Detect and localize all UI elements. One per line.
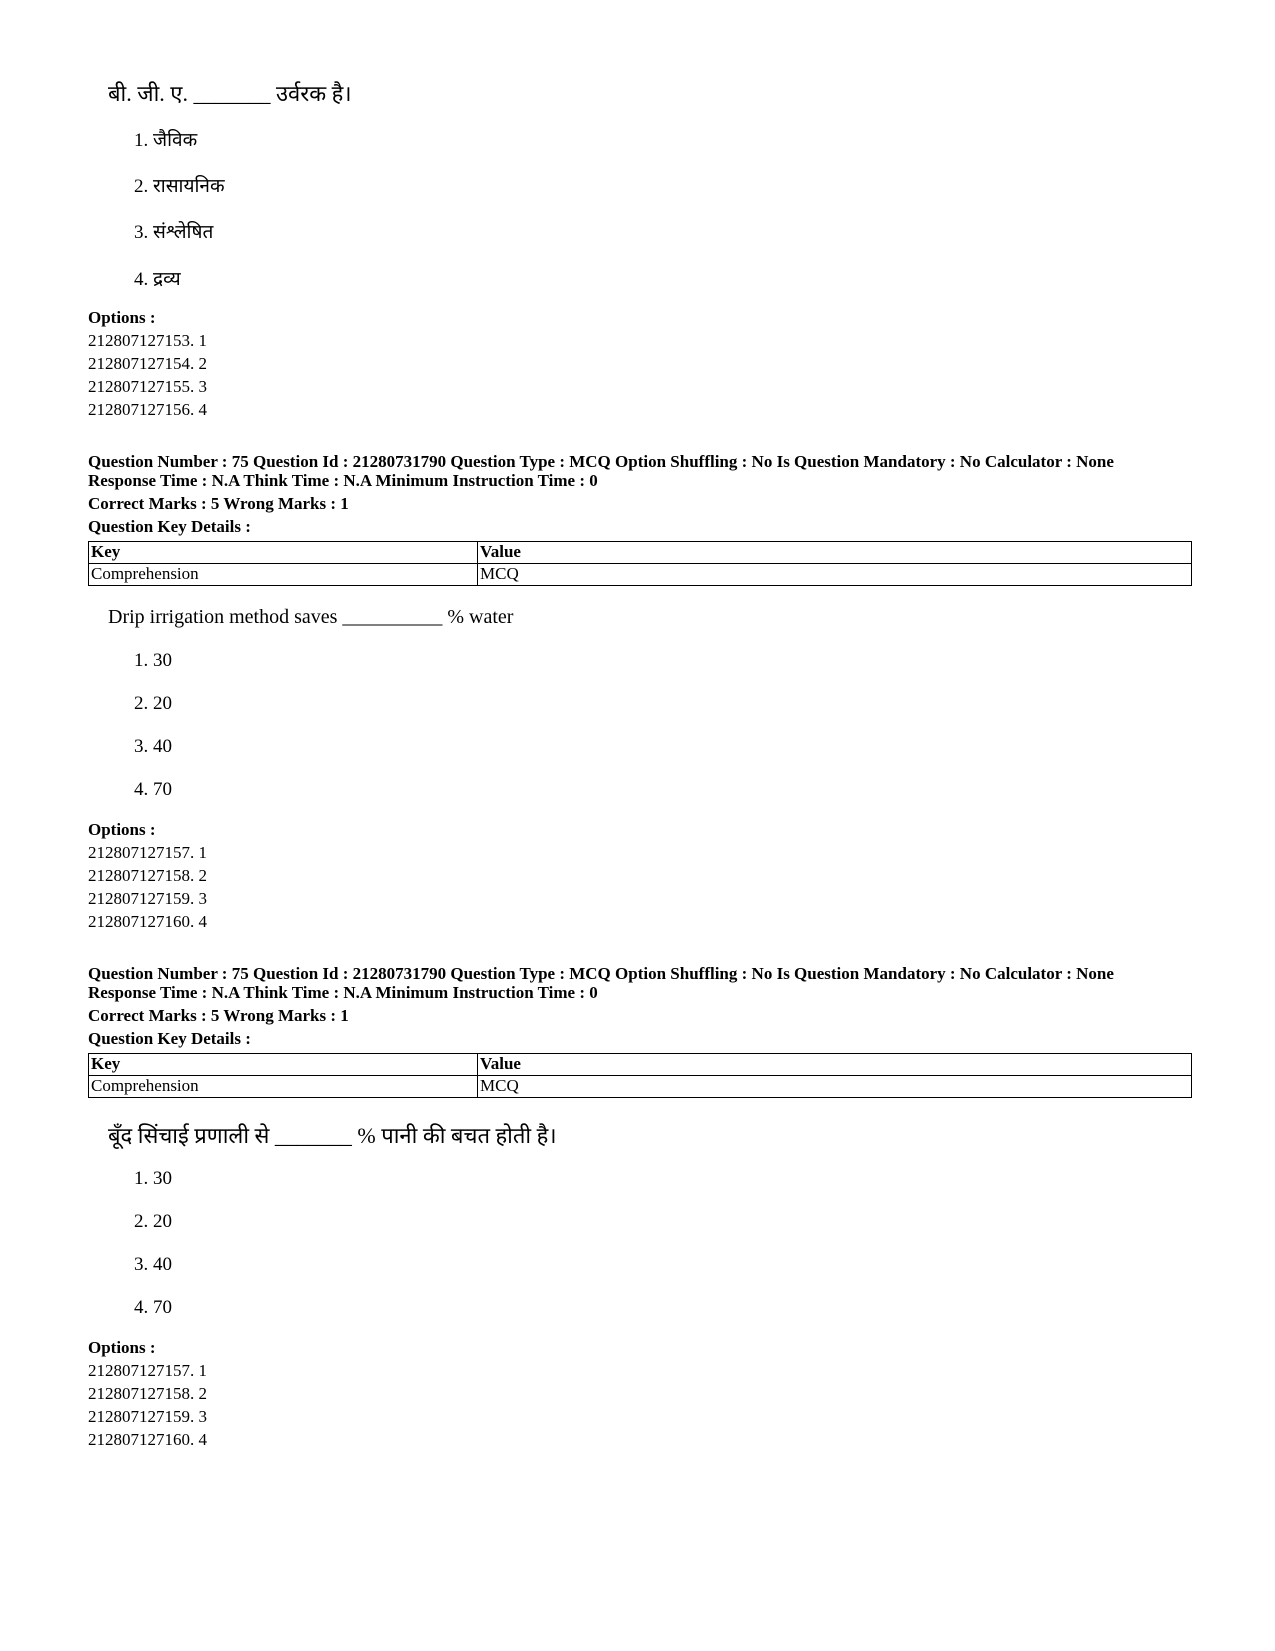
table-header-value: Value [478,1054,1192,1076]
question-timing-line: Response Time : N.A Think Time : N.A Minimum Instruction Time : 0 [88,983,598,1002]
question-choice-3: 3. संश्लेषित [134,222,214,243]
question-choice-4: 4. 70 [134,1297,172,1318]
option-id-row: 212807127157. 1 [88,843,207,862]
option-id-row: 212807127156. 4 [88,400,207,419]
question-choice-4: 4. 70 [134,779,172,800]
option-id-row: 212807127155. 3 [88,377,207,396]
question-choice-3: 3. 40 [134,736,172,757]
question-key-details-label: Question Key Details : [88,1029,251,1048]
option-id-row: 212807127159. 3 [88,1407,207,1426]
question-marks: Correct Marks : 5 Wrong Marks : 1 [88,1006,349,1025]
table-row [89,1076,1192,1098]
option-id-row: 212807127153. 1 [88,331,207,350]
question-choice-2: 2. 20 [134,1211,172,1232]
options-label: Options : [88,1338,156,1357]
question-choice-1: 1. जैविक [134,130,198,151]
question-key-details-label: Question Key Details : [88,517,251,536]
question-meta-line: Question Number : 75 Question Id : 21280731790 Question Type : MCQ Option Shuffling : No Is Question Mandatory : No Calculator : None [88,964,1114,983]
table-header-row [89,1054,1192,1076]
question-key-table [88,1053,1192,1098]
option-id-row: 212807127157. 1 [88,1361,207,1380]
question-choice-2: 2. रासायनिक [134,176,225,197]
question-stem: बूँद सिंचाई प्रणाली से _______ % पानी की बचत होती है। [108,1123,557,1148]
question-choice-3: 3. 40 [134,1254,172,1275]
option-id-row: 212807127158. 2 [88,1384,207,1403]
question-choice-2: 2. 20 [134,693,172,714]
option-id-row: 212807127158. 2 [88,866,207,885]
table-cell-value: MCQ [478,564,1192,586]
question-marks: Correct Marks : 5 Wrong Marks : 1 [88,494,349,513]
table-row [89,564,1192,586]
question-choice-1: 1. 30 [134,1168,172,1189]
table-header-key: Key [89,1054,478,1076]
option-id-row: 212807127160. 4 [88,912,207,931]
table-cell-key: Comprehension [89,564,478,586]
table-cell-key: Comprehension [89,1076,478,1098]
options-label: Options : [88,308,156,327]
option-id-row: 212807127154. 2 [88,354,207,373]
question-key-table [88,541,1192,586]
question-choice-4: 4. द्रव्य [134,269,181,290]
option-id-row: 212807127160. 4 [88,1430,207,1449]
question-meta-line: Question Number : 75 Question Id : 21280731790 Question Type : MCQ Option Shuffling : No Is Question Mandatory : No Calculator : None [88,452,1114,471]
question-timing-line: Response Time : N.A Think Time : N.A Minimum Instruction Time : 0 [88,471,598,490]
option-id-row: 212807127159. 3 [88,889,207,908]
table-header-row [89,542,1192,564]
question-stem: Drip irrigation method saves __________ % water [108,606,514,628]
table-header-value: Value [478,542,1192,564]
options-label: Options : [88,820,156,839]
question-choice-1: 1. 30 [134,650,172,671]
table-header-key: Key [89,542,478,564]
table-cell-value: MCQ [478,1076,1192,1098]
question-stem: बी. जी. ए. _______ उर्वरक है। [108,81,352,106]
